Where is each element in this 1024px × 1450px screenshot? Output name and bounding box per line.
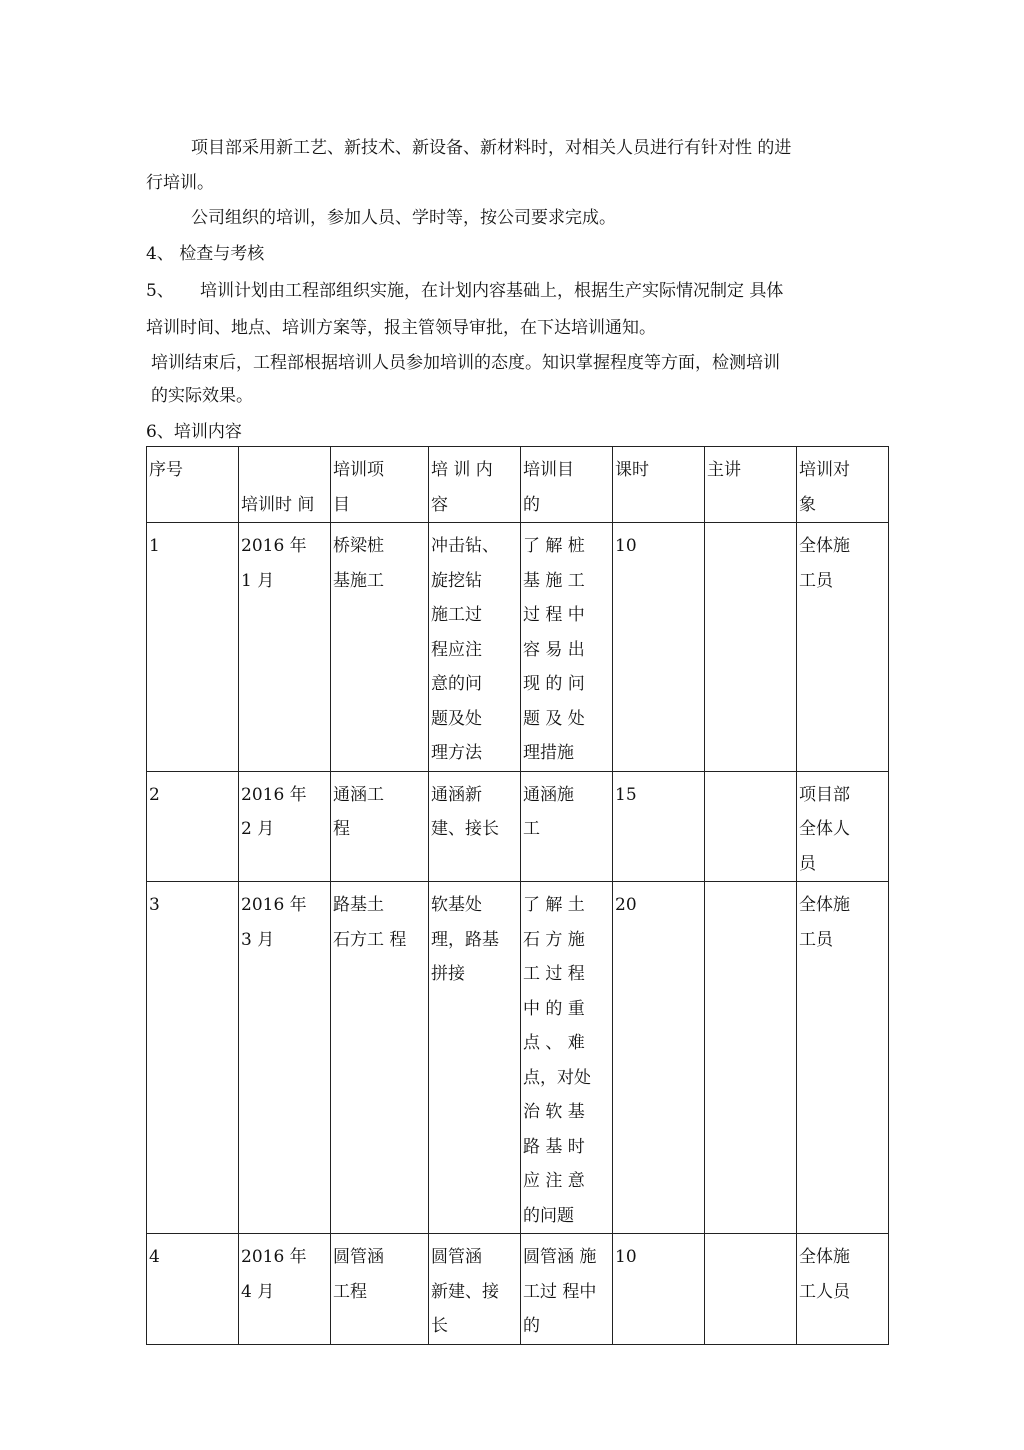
header-time: 培训时 间 [239, 447, 331, 523]
paragraph-new-tech-line-1: 项目部采用新工艺、新技术、新设备、新材料时，对相关人员进行有针对性 的进 [191, 138, 792, 158]
cell-seq: 2 [147, 771, 239, 882]
heading-training-content: 6、培训内容 [146, 422, 242, 442]
header-seq: 序号 [147, 447, 239, 523]
header-lecturer: 主讲 [705, 447, 797, 523]
cell-purpose: 了 解 桩 基 施 工 过 程 中 容 易 出 现 的 问 题 及 处 理措施 [521, 523, 613, 772]
cell-item: 桥梁桩 基施工 [331, 523, 429, 772]
cell-time: 2016 年 3 月 [239, 882, 331, 1234]
cell-audience: 项目部 全体人 员 [797, 771, 889, 882]
cell-purpose: 了 解 土 石 方 施 工 过 程 中 的 重 点 、 难 点，对处 治 软 基 路 基 时 应 注 意 的问题 [521, 882, 613, 1234]
table-row [147, 1234, 889, 1345]
header-audience: 培训对 象 [797, 447, 889, 523]
cell-seq: 4 [147, 1234, 239, 1345]
cell-item: 圆管涵 工程 [331, 1234, 429, 1345]
cell-content: 软基处 理，路基 拼接 [429, 882, 521, 1234]
cell-purpose: 圆管涵 施 工过 程中 的 [521, 1234, 613, 1345]
cell-purpose: 通涵施 工 [521, 771, 613, 882]
item-5-number: 5、 [146, 281, 174, 301]
paragraph-training-end-line-1: 培训结束后，工程部根据培训人员参加培训的态度。知识掌握程度等方面，检测培训 [151, 353, 780, 373]
cell-hours: 10 [613, 523, 705, 772]
cell-audience: 全体施 工员 [797, 882, 889, 1234]
cell-lecturer [705, 771, 797, 882]
header-purpose: 培训目 的 [521, 447, 613, 523]
cell-seq: 3 [147, 882, 239, 1234]
cell-lecturer [705, 1234, 797, 1345]
cell-content: 冲击钻、 旋挖钻 施工过 程应注 意的问 题及处 理方法 [429, 523, 521, 772]
cell-time: 2016 年 1 月 [239, 523, 331, 772]
table-header-row [147, 447, 889, 523]
table-row [147, 523, 889, 772]
paragraph-training-plan-line-1: 培训计划由工程部组织实施，在计划内容基础上，根据生产实际情况制定 具体 [200, 281, 784, 301]
cell-audience: 全体施 工人员 [797, 1234, 889, 1345]
header-content: 培 训 内 容 [429, 447, 521, 523]
cell-item: 通涵工 程 [331, 771, 429, 882]
heading-inspection-assessment: 4、 检查与考核 [146, 244, 265, 264]
cell-lecturer [705, 523, 797, 772]
paragraph-new-tech-line-2: 行培训。 [146, 173, 214, 193]
header-item: 培训项 目 [331, 447, 429, 523]
cell-lecturer [705, 882, 797, 1234]
header-hours: 课时 [613, 447, 705, 523]
cell-content: 通涵新 建、接长 [429, 771, 521, 882]
paragraph-company-training: 公司组织的培训，参加人员、学时等，按公司要求完成。 [191, 208, 616, 228]
paragraph-training-end-line-2: 的实际效果。 [151, 386, 253, 406]
cell-content: 圆管涵 新建、接 长 [429, 1234, 521, 1345]
table-row [147, 882, 889, 1234]
cell-hours: 20 [613, 882, 705, 1234]
training-table [146, 446, 889, 1345]
cell-hours: 10 [613, 1234, 705, 1345]
paragraph-training-plan-line-2: 培训时间、地点、培训方案等，报主管领导审批，在下达培训通知。 [146, 318, 656, 338]
cell-hours: 15 [613, 771, 705, 882]
cell-audience: 全体施 工员 [797, 523, 889, 772]
cell-time: 2016 年 4 月 [239, 1234, 331, 1345]
cell-time: 2016 年 2 月 [239, 771, 331, 882]
table-row [147, 771, 889, 882]
cell-seq: 1 [147, 523, 239, 772]
cell-item: 路基土 石方工 程 [331, 882, 429, 1234]
